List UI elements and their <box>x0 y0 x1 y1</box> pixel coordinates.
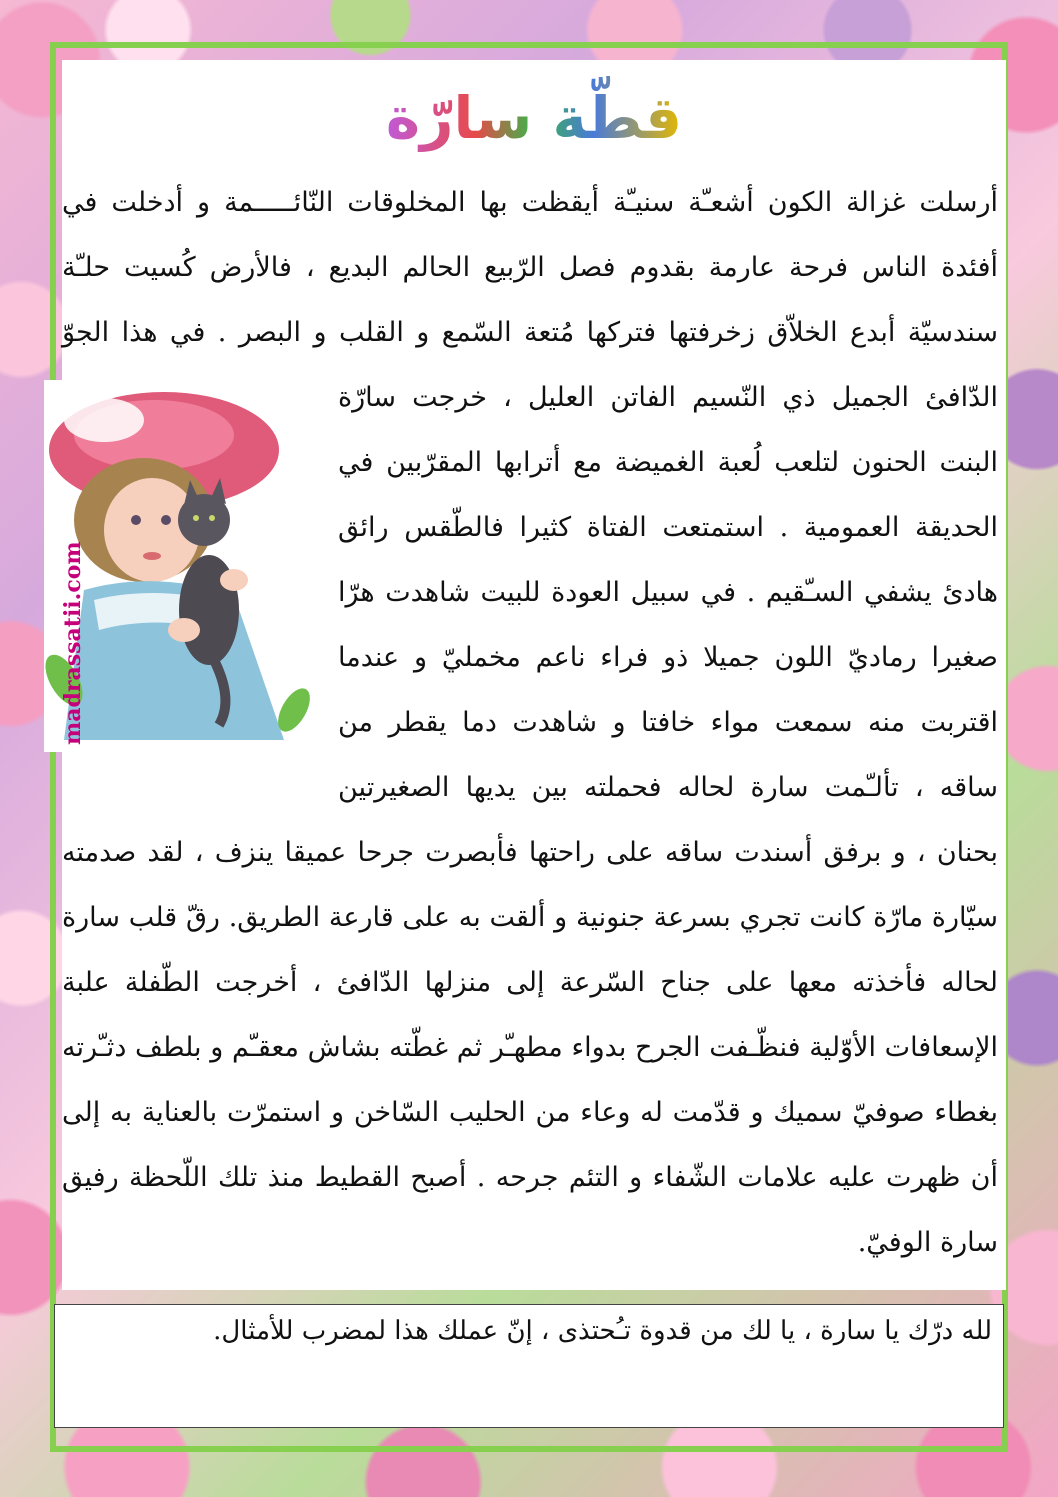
site-watermark: madrassatii.com <box>60 541 86 745</box>
story-title <box>62 76 1006 156</box>
moral-text: لله درّك يا سارة ، يا لك من قدوة تـُحتذى ، إنّ عملك هذا لمضرب للأمثال. <box>213 1316 992 1346</box>
story-paragraph: أرسلت غزالة الكون أشعـّة سنيـّة أيقظت بها المخلوقات النّائـــــمة و أدخلت في أفئدة الناس فرحة عارمة بقدوم فصل الرّبيع الحالم البديع ، فالأرض كُسيت حلـّة سندسيّة أبدع الخلاّق زخرفتها فتركها مُتعة السّمع و القلب و البصر . في هذا الجوّ الدّافئ الجميل ذي النّسيم الفاتن العليل ، خرجت سارّة البنت الحنون لتلعب لُعبة الغميضة مع أترابها المقرّبين في الحديقة العمومية . استمتعت الفتاة كثيرا فالطّقس رائق هادئ يشفي السـّقيم . في سبيل العودة للبيت شاهدت هرّا صغيرا رماديّ اللون جميلا ذو فراء ناعم مخمليّ و عندما اقتربت منه سمعت مواء خافتا و شاهدت دما يقطر من ساقه ، تألـّمت سارة لحاله فحملته بين يديها الصغيرتين بحنان ، و برفق أسندت ساقه على راحتها فأبصرت جرحا عميقا ينزف ، لقد صدمته سيّارة مارّة كانت تجري بسرعة جنونية و ألقت به على قارعة الطريق. رقّ قلب سارة لحاله فأخذته معها على جناح السّرعة إلى منزلها الدّافئ ، أخرجت الطّفلة علبة الإسعافات الأوّلية فنظّـفت الجرح بدواء مطهـّر ثم غطّته بشاش معقـّم و بلطف دثـّرته بغطاء صوفيّ سميك و قدّمت له وعاء من الحليب السّاخن و استمرّت بالعناية به إلى أن ظهرت عليه علامات الشّفاء و التئم جرحه . أصبح القطيط منذ تلك اللّحظة رفيق سارة الوفيّ. <box>62 187 998 1258</box>
title-text: قطّة سارّة <box>385 84 683 152</box>
title-art <box>62 76 1006 156</box>
illustration-space <box>60 380 338 770</box>
story-body <box>62 170 998 1275</box>
